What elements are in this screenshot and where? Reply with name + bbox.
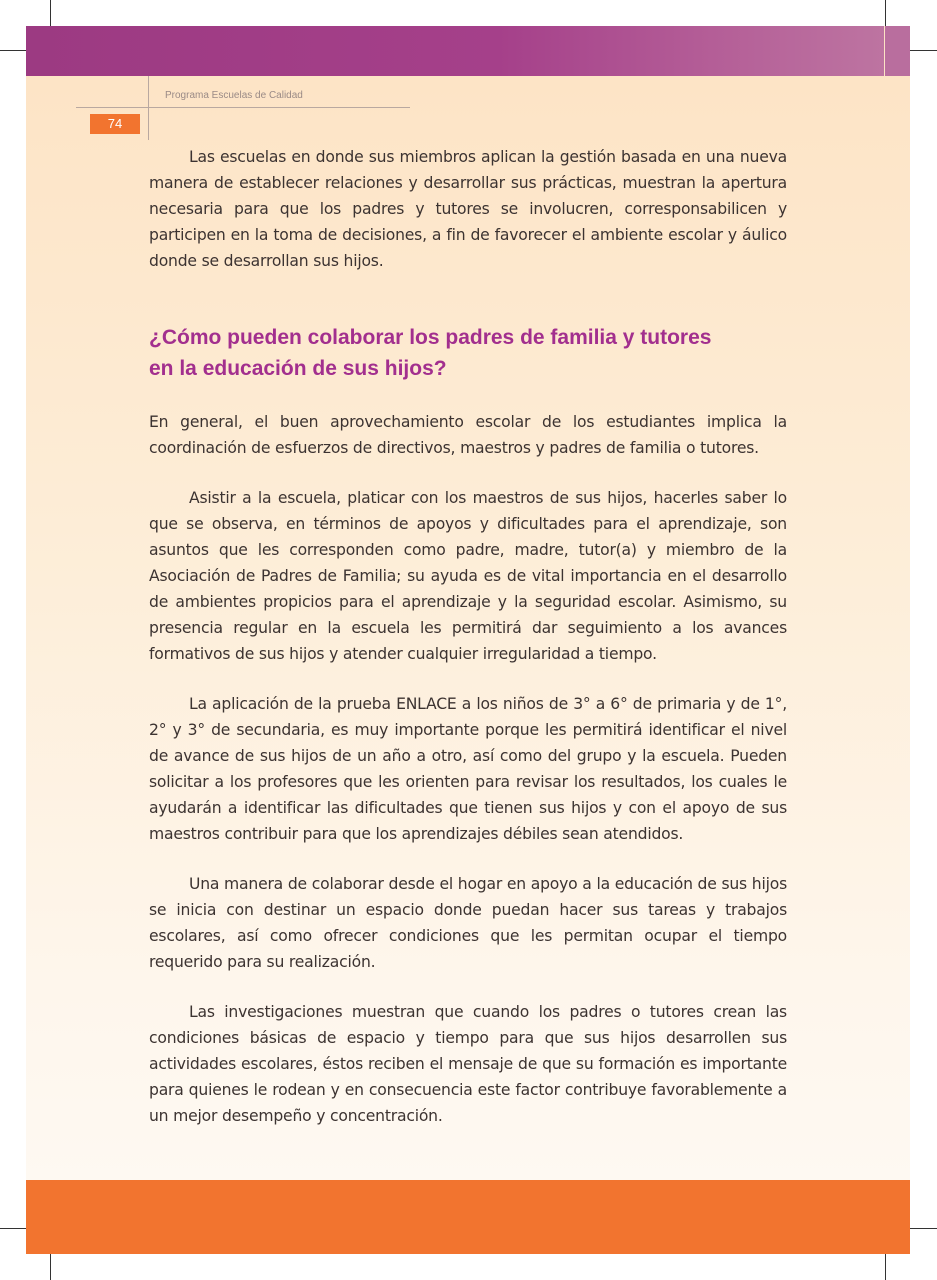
- crop-mark: [910, 50, 937, 51]
- section-heading: [149, 322, 787, 384]
- paragraph: Las escuelas en donde sus miembros aplican la gestión basada en una nueva manera de establecer relaciones y desarrollar sus prácticas, muestran la apertura necesaria para que los padres y tutores se involucren, corresponsabilicen y participen en la toma de decisiones, a fin de favorecer el ambiente escolar y áulico donde se desarrollan sus hijos.: [149, 148, 787, 270]
- top-color-band: [26, 26, 884, 76]
- top-band-bleed: [885, 26, 910, 76]
- crop-mark: [0, 50, 26, 51]
- paragraph: En general, el buen aprovechamiento escolar de los estudiantes implica la coordinación de esfuerzos de directivos, maestros y padres de familia o tutores.: [149, 413, 787, 457]
- bottom-color-band: [26, 1180, 910, 1254]
- paragraph: La aplicación de la prueba ENLACE a los niños de 3° a 6° de primaria y de 1°, 2° y 3° de secundaria, es muy importante porque les permitirá identificar el nivel de avance de sus hijos de un año a otro, así como del grupo y la escuela. Pueden solicitar a los profesores que les orienten para revisar los resultados, los cuales le ayudarán a identificar las dificultades que tienen sus hijos y con el apoyo de sus maestros contribuir para que los aprendizajes débiles sean atendidos.: [149, 695, 787, 843]
- paragraph: Las investigaciones muestran que cuando los padres o tutores crean las condiciones básicas de espacio y tiempo para que sus hijos desarrollen sus actividades escolares, éstos reciben el mensaje de que su formación es importante para quienes le rodean y en consecuencia este factor contribuye favorablemente a un mejor desempeño y concentración.: [149, 1003, 787, 1125]
- crop-mark: [50, 1254, 51, 1280]
- heading-line: en la educación de sus hijos?: [149, 357, 447, 380]
- paragraph: Una manera de colaborar desde el hogar en apoyo a la educación de sus hijos se inicia con destinar un espacio donde puedan hacer sus tareas y trabajos escolares, así como ofrecer condiciones que les permitan ocupar el tiempo requerido para su realización.: [149, 875, 787, 971]
- body-text: [149, 144, 787, 1129]
- crop-mark: [0, 1228, 26, 1229]
- crop-mark: [885, 0, 886, 26]
- crop-mark: [885, 1254, 886, 1280]
- page-number: 74: [90, 114, 140, 134]
- header-rule: [76, 107, 410, 108]
- crop-mark: [910, 1228, 937, 1229]
- heading-line: ¿Cómo pueden colaborar los padres de familia y tutores: [149, 326, 712, 349]
- paragraph: Asistir a la escuela, platicar con los maestros de sus hijos, hacerles saber lo que se observa, en términos de apoyos y dificultades para el aprendizaje, son asuntos que les corresponden como padre, madre, tutor(a) y miembro de la Asociación de Padres de Familia; su ayuda es de vital importancia en el desarrollo de ambientes propicios para el aprendizaje y la seguridad escolar. Asimismo, su presencia regular en la escuela les permitirá dar seguimiento a los avances formativos de sus hijos y atender cualquier irregularidad a tiempo.: [149, 489, 787, 663]
- running-head: Programa Escuelas de Calidad: [165, 90, 303, 101]
- crop-mark: [50, 0, 51, 26]
- header-vertical-rule: [148, 76, 149, 140]
